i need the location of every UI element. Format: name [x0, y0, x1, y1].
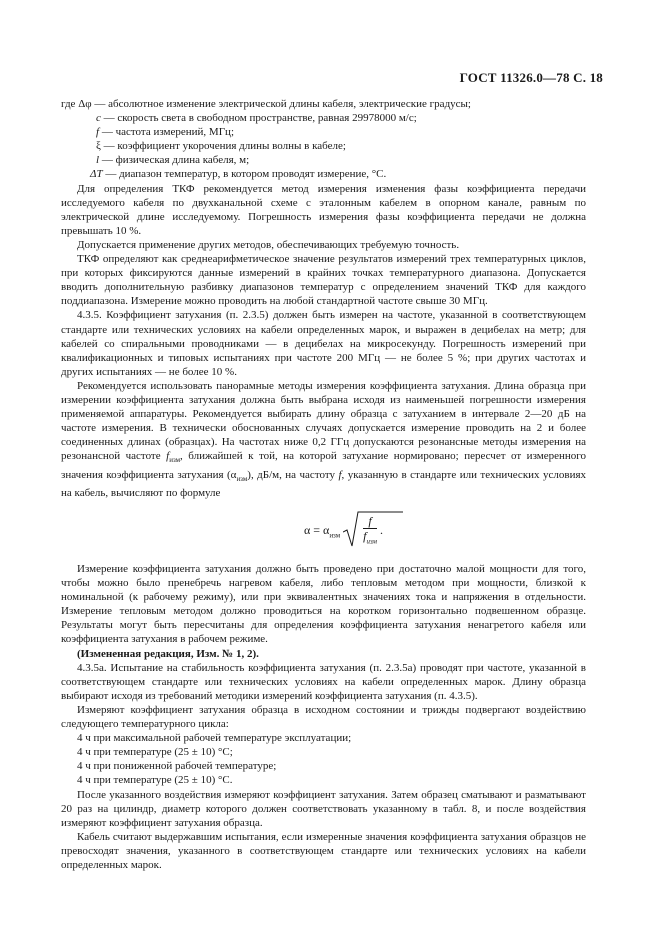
- definition-text: — абсолютное изменение электрической длины кабеля, электрические градусы;: [91, 98, 471, 110]
- page-header: ГОСТ 11326.0—78 С. 18: [459, 70, 603, 85]
- definition-text: — коэффициент укорочения длины волны в кабеле;: [100, 140, 346, 153]
- text-run: ), дБ/м, на частоту: [247, 468, 339, 481]
- paragraph: 4.3.5а. Испытание на стабильность коэффициента затухания (п. 2.3.5а) проводят при частоте, указанной в соответствующем стандарте или технических условиях на кабели определенных марок. Длину образца выбирают исходя из требований методики измерений коэффициента затухания (п. 4.3.5).: [61, 661, 586, 702]
- paragraph: После указанного воздействия измеряют коэффициент затухания. Затем образец сматывают и разматывают 20 раз на цилиндр, диаметр которого должен соответствовать указанному в табл. 8, и после воздействия измеряют коэффициент затухания образца.: [61, 788, 586, 829]
- paragraph: Допускается применение других методов, обеспечивающих требуемую точность.: [77, 238, 460, 251]
- symbol: ξ: [96, 140, 101, 153]
- paragraph: [61, 379, 586, 500]
- paragraph: ТКФ определяют как среднеарифметическое значение результатов измерений трех температурных циклов, при которых фиксируются данные измерений в крайних точках температурного диапазона. Допускается вводить дополнительную разбивку диапазонов температур с определением значений ТКФ для каждого поддиапазона. Измерение можно проводить на любой стандартной частоте свыше 30 МГц.: [61, 253, 586, 308]
- definition-line: [61, 125, 586, 139]
- radical-sign-icon: [343, 510, 403, 548]
- square-root: [343, 514, 377, 549]
- symbol: где Δφ: [61, 98, 92, 110]
- definition-line: [61, 111, 586, 125]
- symbol: c: [96, 112, 101, 125]
- paragraph: 4.3.5. Коэффициент затухания (п. 2.3.5) должен быть измерен на частоте, указанной в соответствующем стандарте или технических условиях на кабели определенных марок, и выражен в децибелах на метр; для кабелей со спиральными проводниками — в децибелах на микросекунду. Погрешность измерений при квалификационных и типовых испытаниях при частоте 200 МГц — не более 5 %; при других частотах и других испытаниях — не более 10 %.: [61, 309, 586, 378]
- symbol: α: [230, 468, 237, 481]
- definition-text: — физическая длина кабеля, м;: [99, 154, 250, 167]
- definition-text: — частота измерений, МГц;: [99, 126, 234, 139]
- definition-text: — диапазон температур, в котором проводят измерение, °С.: [102, 168, 387, 181]
- subscript: изм: [236, 474, 248, 483]
- symbol: f: [96, 126, 100, 139]
- formula-period: .: [380, 523, 384, 538]
- paragraph: Измерение коэффициента затухания должно быть проведено при достаточно малой мощности для того, чтобы можно было пренебречь нагревом кабеля, либо тепловым методом при мощности, близкой к номинальной (к рабочему режиму), или при эквивалентных значениях тока и напряжения в отдельности. Измерение тепловым методом должно проводиться на коротком горизонтально подвешенном образце. Результаты могут быть пересчитаны для определения коэффициента затухания ненагретого кабеля или коэффициента затухания в рабочем режиме.: [61, 563, 586, 646]
- definition-text: — скорость света в свободном пространстве, равная 29978000 м/с;: [100, 112, 417, 125]
- formula-subscript: изм: [329, 531, 341, 540]
- text-run: Рекомендуется использовать панорамные методы измерения коэффициента затухания. Длина образца при измерении коэффициента затухания должна быть выбрана исходя из наименьшей погрешности измерения применяемой аппаратуры. Рекомендуется выбирать длину образца с затуханием в интервале 2—20 дБ на частоте измерения. В технически обоснованных случаях допускается измерение проводить на 2 и более соединенных длинах (образцах). На частотах ниже 0,2 ГГц допускаются резонансные методы измерения на резонансной частоте: [61, 379, 586, 463]
- definition-line: [61, 167, 586, 181]
- definition-line: [61, 139, 586, 153]
- cycle-step: 4 ч при температуре (25 ± 10) °С.: [77, 774, 233, 787]
- symbol: ΔT: [90, 168, 103, 181]
- paragraph: Для определения ТКФ рекомендуется метод измерения изменения фазы коэффициента передачи исследуемого кабеля по двухканальной схеме с эталонным кабелем в опорном канале, равным по электрической длине исследуемому. Погрешность измерения фазы коэффициента передачи не должна превышать 10 %.: [61, 182, 586, 237]
- definition-line: [61, 153, 586, 167]
- document-body: [61, 97, 586, 872]
- cycle-step: 4 ч при максимальной рабочей температуре эксплуатации;: [77, 732, 352, 745]
- paragraph: Измеряют коэффициент затухания образца в исходном состоянии и трижды подвергают воздействию следующего температурного цикла:: [61, 703, 586, 731]
- symbol: f: [338, 468, 342, 481]
- attenuation-formula: [101, 514, 586, 546]
- definition-line: [61, 97, 586, 111]
- paragraph: Кабель считают выдержавшим испытания, если измеренные значения коэффициента затухания образцов не превосходят значения, указанного в соответствующем стандарте или технических условиях на кабели определенных марок.: [61, 830, 586, 871]
- denominator-symbol: f: [363, 529, 367, 544]
- cycle-step: 4 ч при пониженной рабочей температуре;: [77, 760, 277, 773]
- text-run: , ближайшей к той, на которой затухание нормировано; пересчет от измеренного значения коэффициента затухания (: [61, 450, 586, 481]
- formula-lhs: α = α: [303, 523, 330, 538]
- symbol: l: [96, 154, 100, 167]
- text-run: , указанную в стандарте или технических условиях на кабель, вычисляют по формуле: [61, 468, 587, 499]
- denominator-subscript: изм: [366, 537, 378, 546]
- cycle-step: 4 ч при температуре (25 ± 10) °С;: [77, 746, 233, 759]
- symbol: f: [166, 450, 170, 463]
- numerator: f: [363, 514, 377, 529]
- subscript: изм: [169, 456, 181, 465]
- amendment-note: (Измененная редакция, Изм. № 1, 2).: [77, 647, 259, 660]
